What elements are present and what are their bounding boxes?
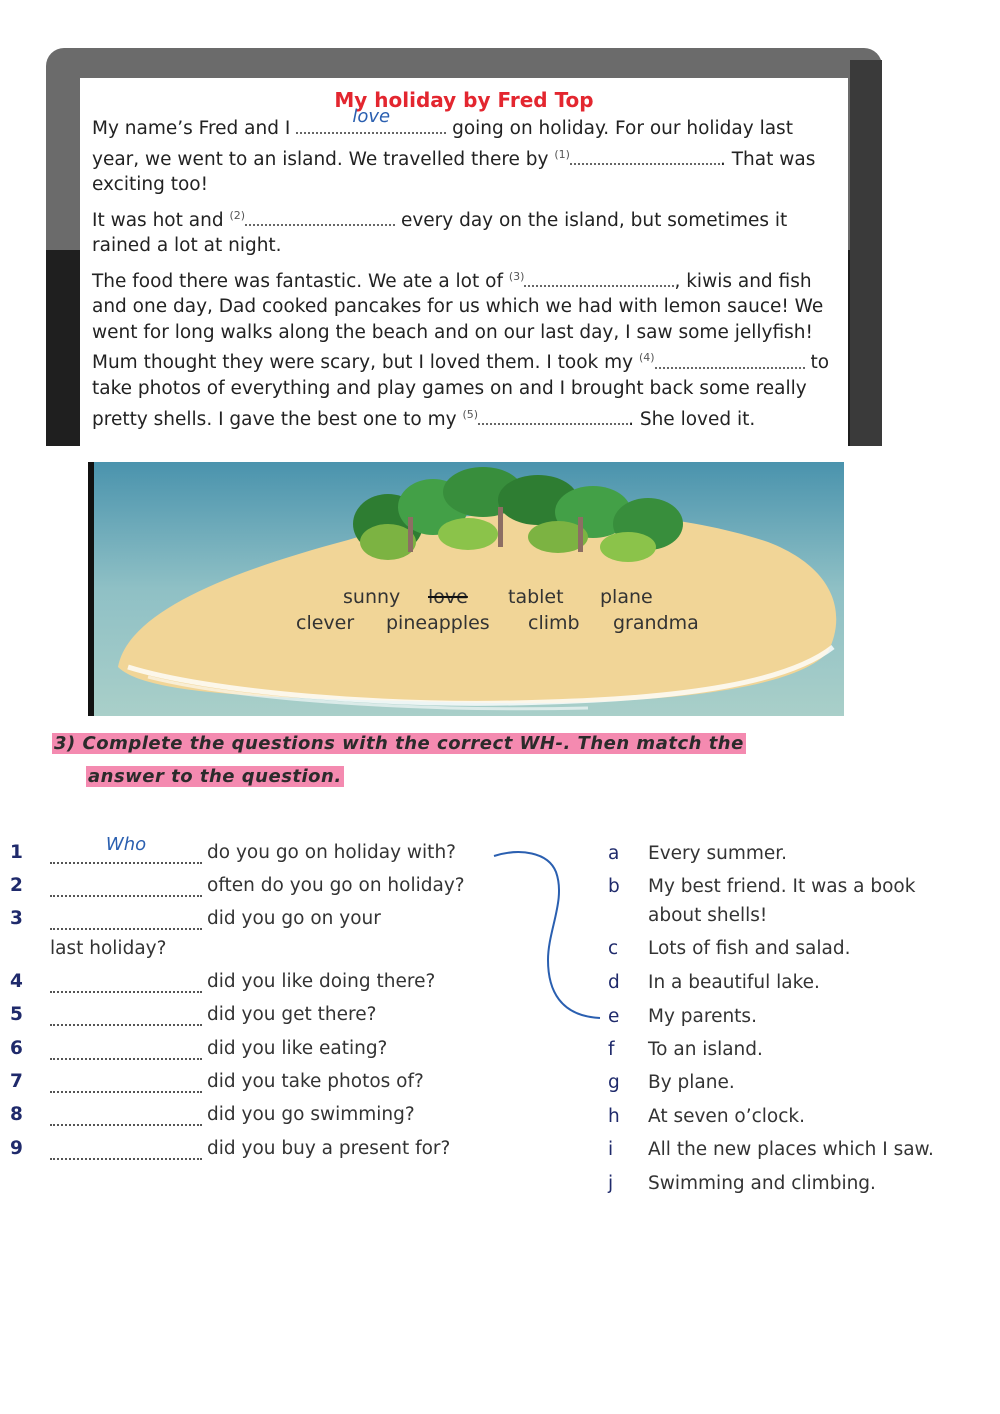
question-1-answer: Who xyxy=(105,834,147,855)
answer-b-continuation: about shells! xyxy=(648,905,768,926)
story-paragraph-3: The food there was fantastic. We ate a lot of $^{(3)}$ , kiwis and fish and one day, Dad cooked pancakes for us which we had with lemon sauce! We went for long walks along the beach and on our last day, I saw some jellyfish! Mum thought they were scary, but I loved them. I took my $^{(4)}$ to take photos of everything and play games on and I brought back some really pretty shells. I gave the best one to my $^{(5)}$ . She loved it. xyxy=(92,269,830,430)
question-3-continuation: last holiday? xyxy=(50,938,167,959)
gap-number-2: (2) xyxy=(229,208,246,222)
question-row-5: 5 did you get there? xyxy=(10,1004,377,1025)
gap-2-blank[interactable] xyxy=(245,208,395,226)
example-answer: love xyxy=(352,106,391,127)
word-climb: climb xyxy=(528,612,580,634)
tablet-frame-edge xyxy=(850,60,882,446)
question-8-blank[interactable] xyxy=(50,1104,202,1126)
story-paragraph-2: It was hot and $^{(2)}$ every day on the island, but sometimes it rained a lot at night. xyxy=(92,208,788,257)
story-title: My holiday by Fred Top xyxy=(334,88,594,112)
question-9-blank[interactable] xyxy=(50,1138,202,1160)
word-plane: plane xyxy=(600,586,653,608)
island-illustration xyxy=(88,462,844,716)
question-row-3: 3 did you go on your xyxy=(10,908,381,929)
question-row-4: 4 did you like doing there? xyxy=(10,971,436,992)
question-row-2: 2 often do you go on holiday? xyxy=(10,875,465,896)
story-panel xyxy=(80,78,848,446)
gap-3-blank[interactable] xyxy=(524,269,674,287)
question-4-blank[interactable] xyxy=(50,971,202,993)
gap-4-blank[interactable] xyxy=(655,351,805,369)
gap-number-3: (3) xyxy=(508,269,525,283)
word-pineapples: pineapples xyxy=(386,612,490,634)
word-grandma: grandma xyxy=(613,612,699,634)
word-sunny: sunny xyxy=(343,586,401,608)
gap-number-5: (5) xyxy=(462,407,479,421)
story-text xyxy=(92,106,832,437)
word-bank-row-1 xyxy=(88,586,844,612)
question-row-1: 1 Who do you go on holiday with? xyxy=(10,834,456,863)
question-row-8: 8 did you go swimming? xyxy=(10,1104,415,1125)
question-2-blank[interactable] xyxy=(50,875,202,897)
example-blank[interactable] xyxy=(296,106,446,134)
question-7-blank[interactable] xyxy=(50,1071,202,1093)
question-5-blank[interactable] xyxy=(50,1004,202,1026)
word-love-crossed: love xyxy=(428,586,468,608)
question-6-blank[interactable] xyxy=(50,1038,202,1060)
gap-5-blank[interactable] xyxy=(478,407,628,425)
instructions-line-2: answer to the question. xyxy=(88,766,342,787)
word-bank-row-2 xyxy=(88,612,844,638)
instructions-line-1: 3) Complete the questions with the correct WH-. Then match the xyxy=(54,733,744,754)
question-1-blank[interactable] xyxy=(50,834,202,864)
question-row-6: 6 did you like eating? xyxy=(10,1038,388,1059)
question-row-7: 7 did you take photos of? xyxy=(10,1071,424,1092)
question-3-blank[interactable] xyxy=(50,908,202,930)
question-row-9: 9 did you buy a present for? xyxy=(10,1138,451,1159)
gap-number-4: (4) xyxy=(639,351,655,365)
gap-number-1: (1) xyxy=(554,147,570,161)
story-paragraph-1: My name’s Fred and I love going on holiday. For our holiday last year, we went to an island. We travelled there by $^{(1)}$ . That was exciting too! xyxy=(92,106,816,196)
gap-1-blank[interactable] xyxy=(570,147,720,165)
word-clever: clever xyxy=(296,612,355,634)
word-tablet: tablet xyxy=(508,586,564,608)
